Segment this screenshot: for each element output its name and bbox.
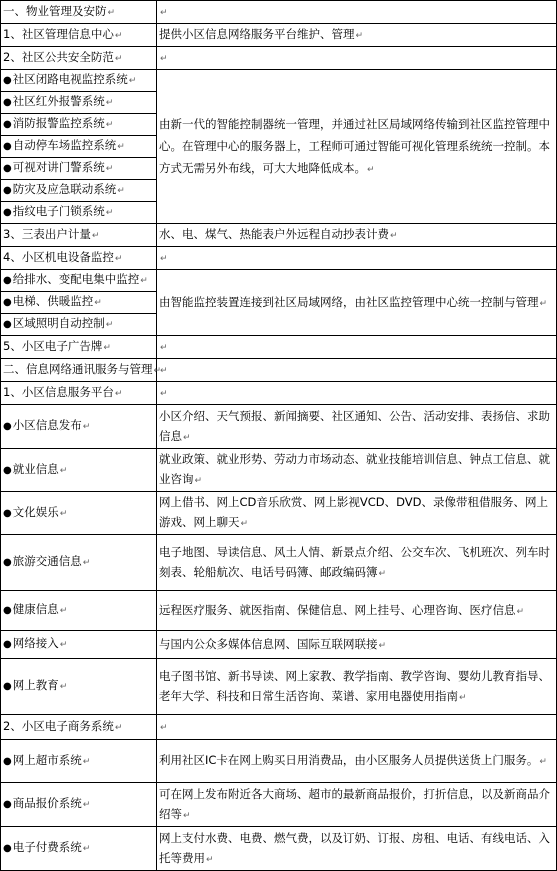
item-description: 网上借书、网上CD音乐欣赏、网上影视VCD、DVD、录像带租借服务、网上游戏、网上聊天↵ <box>157 492 557 535</box>
bullet-item: ●网上超市系统↵ <box>1 740 157 783</box>
item-description: 与国内公众多媒体信息网、国际互联网联接↵ <box>157 631 557 659</box>
bullet-item: ●商品报价系统↵ <box>1 783 157 827</box>
bullet-item: ●消防报警监控系统↵ <box>1 114 157 136</box>
item-label: 2、社区公共安全防范↵ <box>1 47 157 70</box>
bullet-item: ●指纹电子门锁系统↵ <box>1 202 157 224</box>
table-row <box>1 359 557 382</box>
item-label: 1、小区信息服务平台↵ <box>1 382 157 405</box>
security-description: 由新一代的智能控制器统一管理，并通过社区局域网络传输到社区监控管理中心。在管理中心的服务器上，工程师可通过智能可视化管理系统统一控制。本方式无需另外布线，可大大地降低成本。↵ <box>157 70 557 224</box>
item-description: 网上支付水费、电费、燃气费，以及订奶、订报、房租、电话、有线电话、入托等费用↵ <box>157 827 557 871</box>
bullet-item: ●自动停车场监控系统↵ <box>1 136 157 158</box>
bullet-item: ●旅游交通信息↵ <box>1 535 157 591</box>
item-description: 电子图书馆、新书导读、网上家教、教学指南、教学咨询、婴幼儿教育指导、老年大学、科技和日常生活咨询、菜谱、家用电器使用指南↵ <box>157 659 557 715</box>
bullet-item: ●就业信息↵ <box>1 449 157 492</box>
bullet-item: ●网上教育↵ <box>1 659 157 715</box>
table-cell: ↵ <box>157 247 557 270</box>
item-label: 2、小区电子商务系统↵ <box>1 715 157 740</box>
item-label: 4、小区机电设备监控↵ <box>1 247 157 270</box>
table-cell: ↵ <box>157 336 557 359</box>
table-row <box>1 70 557 92</box>
table-cell: ↵ <box>157 47 557 70</box>
bullet-item: ●健康信息↵ <box>1 591 157 631</box>
item-label: 3、三表出户计量↵ <box>1 224 157 247</box>
section-header: 一、物业管理及安防↵ <box>1 1 157 24</box>
table-row <box>1 336 557 359</box>
table-cell: ↵ <box>157 359 557 382</box>
bullet-item: ●电梯、供暖监控↵ <box>1 292 157 314</box>
equipment-description: 由智能监控装置连接到社区局域网络，由社区监控管理中心统一控制与管理↵ <box>157 270 557 336</box>
item-label: 5、小区电子广告牌↵ <box>1 336 157 359</box>
item-description: 就业政策、就业形势、劳动力市场动态、就业技能培训信息、钟点工信息、就业咨询↵ <box>157 449 557 492</box>
table-row <box>1 740 557 783</box>
table-row <box>1 224 557 247</box>
table-row <box>1 47 557 70</box>
section-header: 二、信息网络通讯服务与管理↵ <box>1 359 157 382</box>
table-row <box>1 631 557 659</box>
table-row <box>1 659 557 715</box>
item-label: 1、社区管理信息中心↵ <box>1 24 157 47</box>
bullet-item: ●网络接入↵ <box>1 631 157 659</box>
table-row <box>1 827 557 871</box>
item-description: 可在网上发布附近各大商场、超市的最新商品报价，打折信息，以及新商品介绍等↵ <box>157 783 557 827</box>
item-description: 小区介绍、天气预报、新闻摘要、社区通知、公告、活动安排、表扬信、求助信息↵ <box>157 405 557 449</box>
bullet-item: ●社区闭路电视监控系统↵ <box>1 70 157 92</box>
item-description: 水、电、煤气、热能表户外远程自动抄表计费↵ <box>157 224 557 247</box>
table-cell: ↵ <box>157 382 557 405</box>
item-description: 提供小区信息网络服务平台维护、管理↵ <box>157 24 557 47</box>
table-cell: ↵ <box>157 715 557 740</box>
bullet-item: ●可视对讲门警系统↵ <box>1 158 157 180</box>
item-description: 利用社区IC卡在网上购买日用消费品，由小区服务人员提供送货上门服务。↵ <box>157 740 557 783</box>
table-row <box>1 535 557 591</box>
table-row <box>1 715 557 740</box>
table-row <box>1 382 557 405</box>
bullet-item: ●电子付费系统↵ <box>1 827 157 871</box>
bullet-item: ●小区信息发布↵ <box>1 405 157 449</box>
bullet-item: ●区域照明自动控制↵ <box>1 314 157 336</box>
item-description: 电子地图、导读信息、风土人情、新景点介绍、公交车次、飞机班次、列车时刻表、轮船航次、电话号码簿、邮政编码簿↵ <box>157 535 557 591</box>
table-row <box>1 492 557 535</box>
table-row <box>1 247 557 270</box>
bullet-item: ●文化娱乐↵ <box>1 492 157 535</box>
table-row <box>1 783 557 827</box>
table-row <box>1 591 557 631</box>
table-row <box>1 24 557 47</box>
table-row <box>1 405 557 449</box>
bullet-item: ●防灾及应急联动系统↵ <box>1 180 157 202</box>
bullet-item: ●给排水、变配电集中监控↵ <box>1 270 157 292</box>
table-row <box>1 270 557 292</box>
table-row <box>1 1 557 24</box>
table-row <box>1 449 557 492</box>
table-cell: ↵ <box>157 1 557 24</box>
item-description: 远程医疗服务、就医指南、保健信息、网上挂号、心理咨询、医疗信息↵ <box>157 591 557 631</box>
bullet-item: ●社区红外报警系统↵ <box>1 92 157 114</box>
